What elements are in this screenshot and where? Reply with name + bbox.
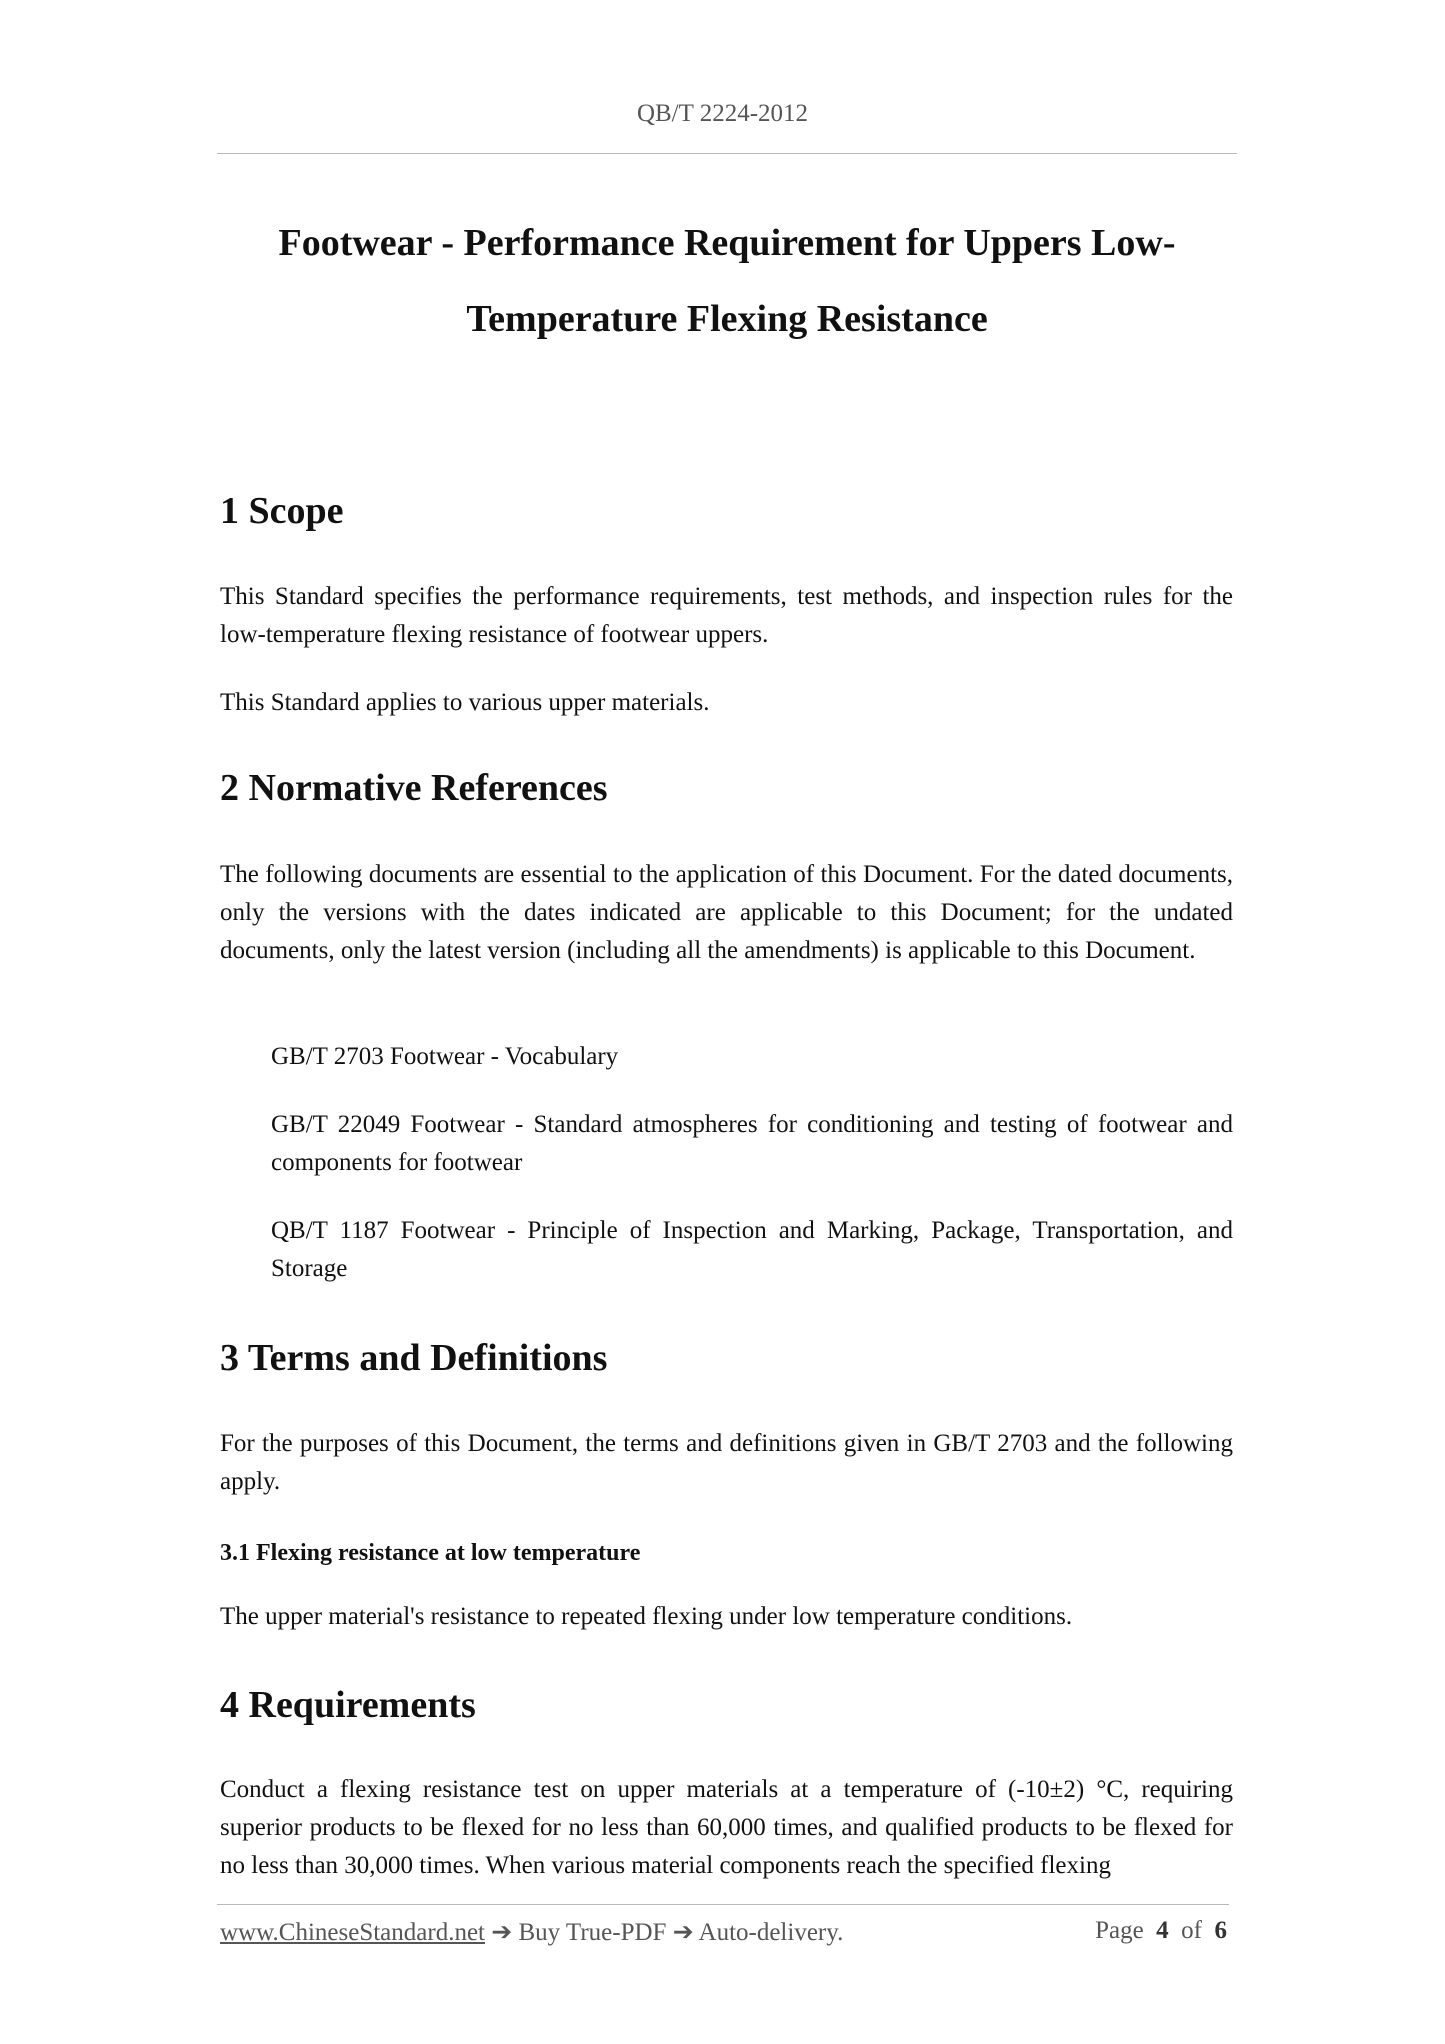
- section-heading-terms: 3 Terms and Definitions: [220, 1337, 608, 1379]
- footer-divider: [217, 1904, 1229, 1905]
- page-indicator: [1095, 1917, 1227, 1945]
- reference-item-gbt22049: GB/T 22049 Footwear - Standard atmospheres for conditioning and testing of footwear and components for footwear: [271, 1111, 1233, 1176]
- document-title: [217, 205, 1237, 357]
- header-divider: [217, 153, 1237, 154]
- section-heading-normative-references: 2 Normative References: [220, 767, 608, 809]
- auto-delivery-text: Auto-delivery.: [698, 1919, 844, 1946]
- normative-paragraph: The following documents are essential to the application of this Document. For the dated documents, only the versions with the dates indicated are applicable to this Document; for the undated documents, only the latest version (including all the amendments) is applicable to this Document.: [220, 861, 1233, 964]
- scope-paragraph-1: This Standard specifies the performance requirements, test methods, and inspection rules for the low-temperature flexing resistance of footwear uppers.: [220, 583, 1233, 648]
- chinesestandard-link[interactable]: www.ChineseStandard.net: [220, 1919, 485, 1946]
- term-definition-3-1: The upper material's resistance to repeated flexing under low temperature conditions.: [220, 1603, 1073, 1630]
- title-line-2: Temperature Flexing Resistance: [466, 298, 988, 340]
- current-page-number: 4: [1156, 1917, 1169, 1944]
- footer-promo: [220, 1917, 843, 1947]
- total-pages-number: 6: [1214, 1917, 1227, 1944]
- term-heading-3-1: 3.1 Flexing resistance at low temperature: [220, 1540, 641, 1566]
- requirements-paragraph: Conduct a flexing resistance test on upper materials at a temperature of (-10±2) °C, requiring superior products to be flexed for no less than 60,000 times, and qualified products to be flexed for no less than 30,000 times. When various material components reach the specified flexing: [220, 1776, 1233, 1879]
- buy-pdf-text: Buy True-PDF: [518, 1919, 667, 1946]
- title-line-1: Footwear - Performance Requirement for Uppers Low-: [278, 222, 1176, 264]
- terms-paragraph: For the purposes of this Document, the terms and definitions given in GB/T 2703 and the following apply.: [220, 1430, 1233, 1495]
- page-label: Page: [1095, 1917, 1144, 1944]
- running-header: QB/T 2224-2012: [636, 100, 809, 127]
- arrow-right-icon: ➔: [672, 1919, 694, 1946]
- of-label: of: [1181, 1917, 1202, 1944]
- section-heading-requirements: 4 Requirements: [220, 1684, 476, 1726]
- scope-paragraph-2: This Standard applies to various upper materials.: [220, 689, 710, 716]
- section-heading-scope: 1 Scope: [220, 490, 344, 532]
- reference-item-qbt1187: QB/T 1187 Footwear - Principle of Inspection and Marking, Package, Transportation, and Storage: [271, 1217, 1233, 1282]
- reference-item-gbt2703: GB/T 2703 Footwear - Vocabulary: [271, 1043, 619, 1070]
- arrow-right-icon: ➔: [491, 1919, 513, 1946]
